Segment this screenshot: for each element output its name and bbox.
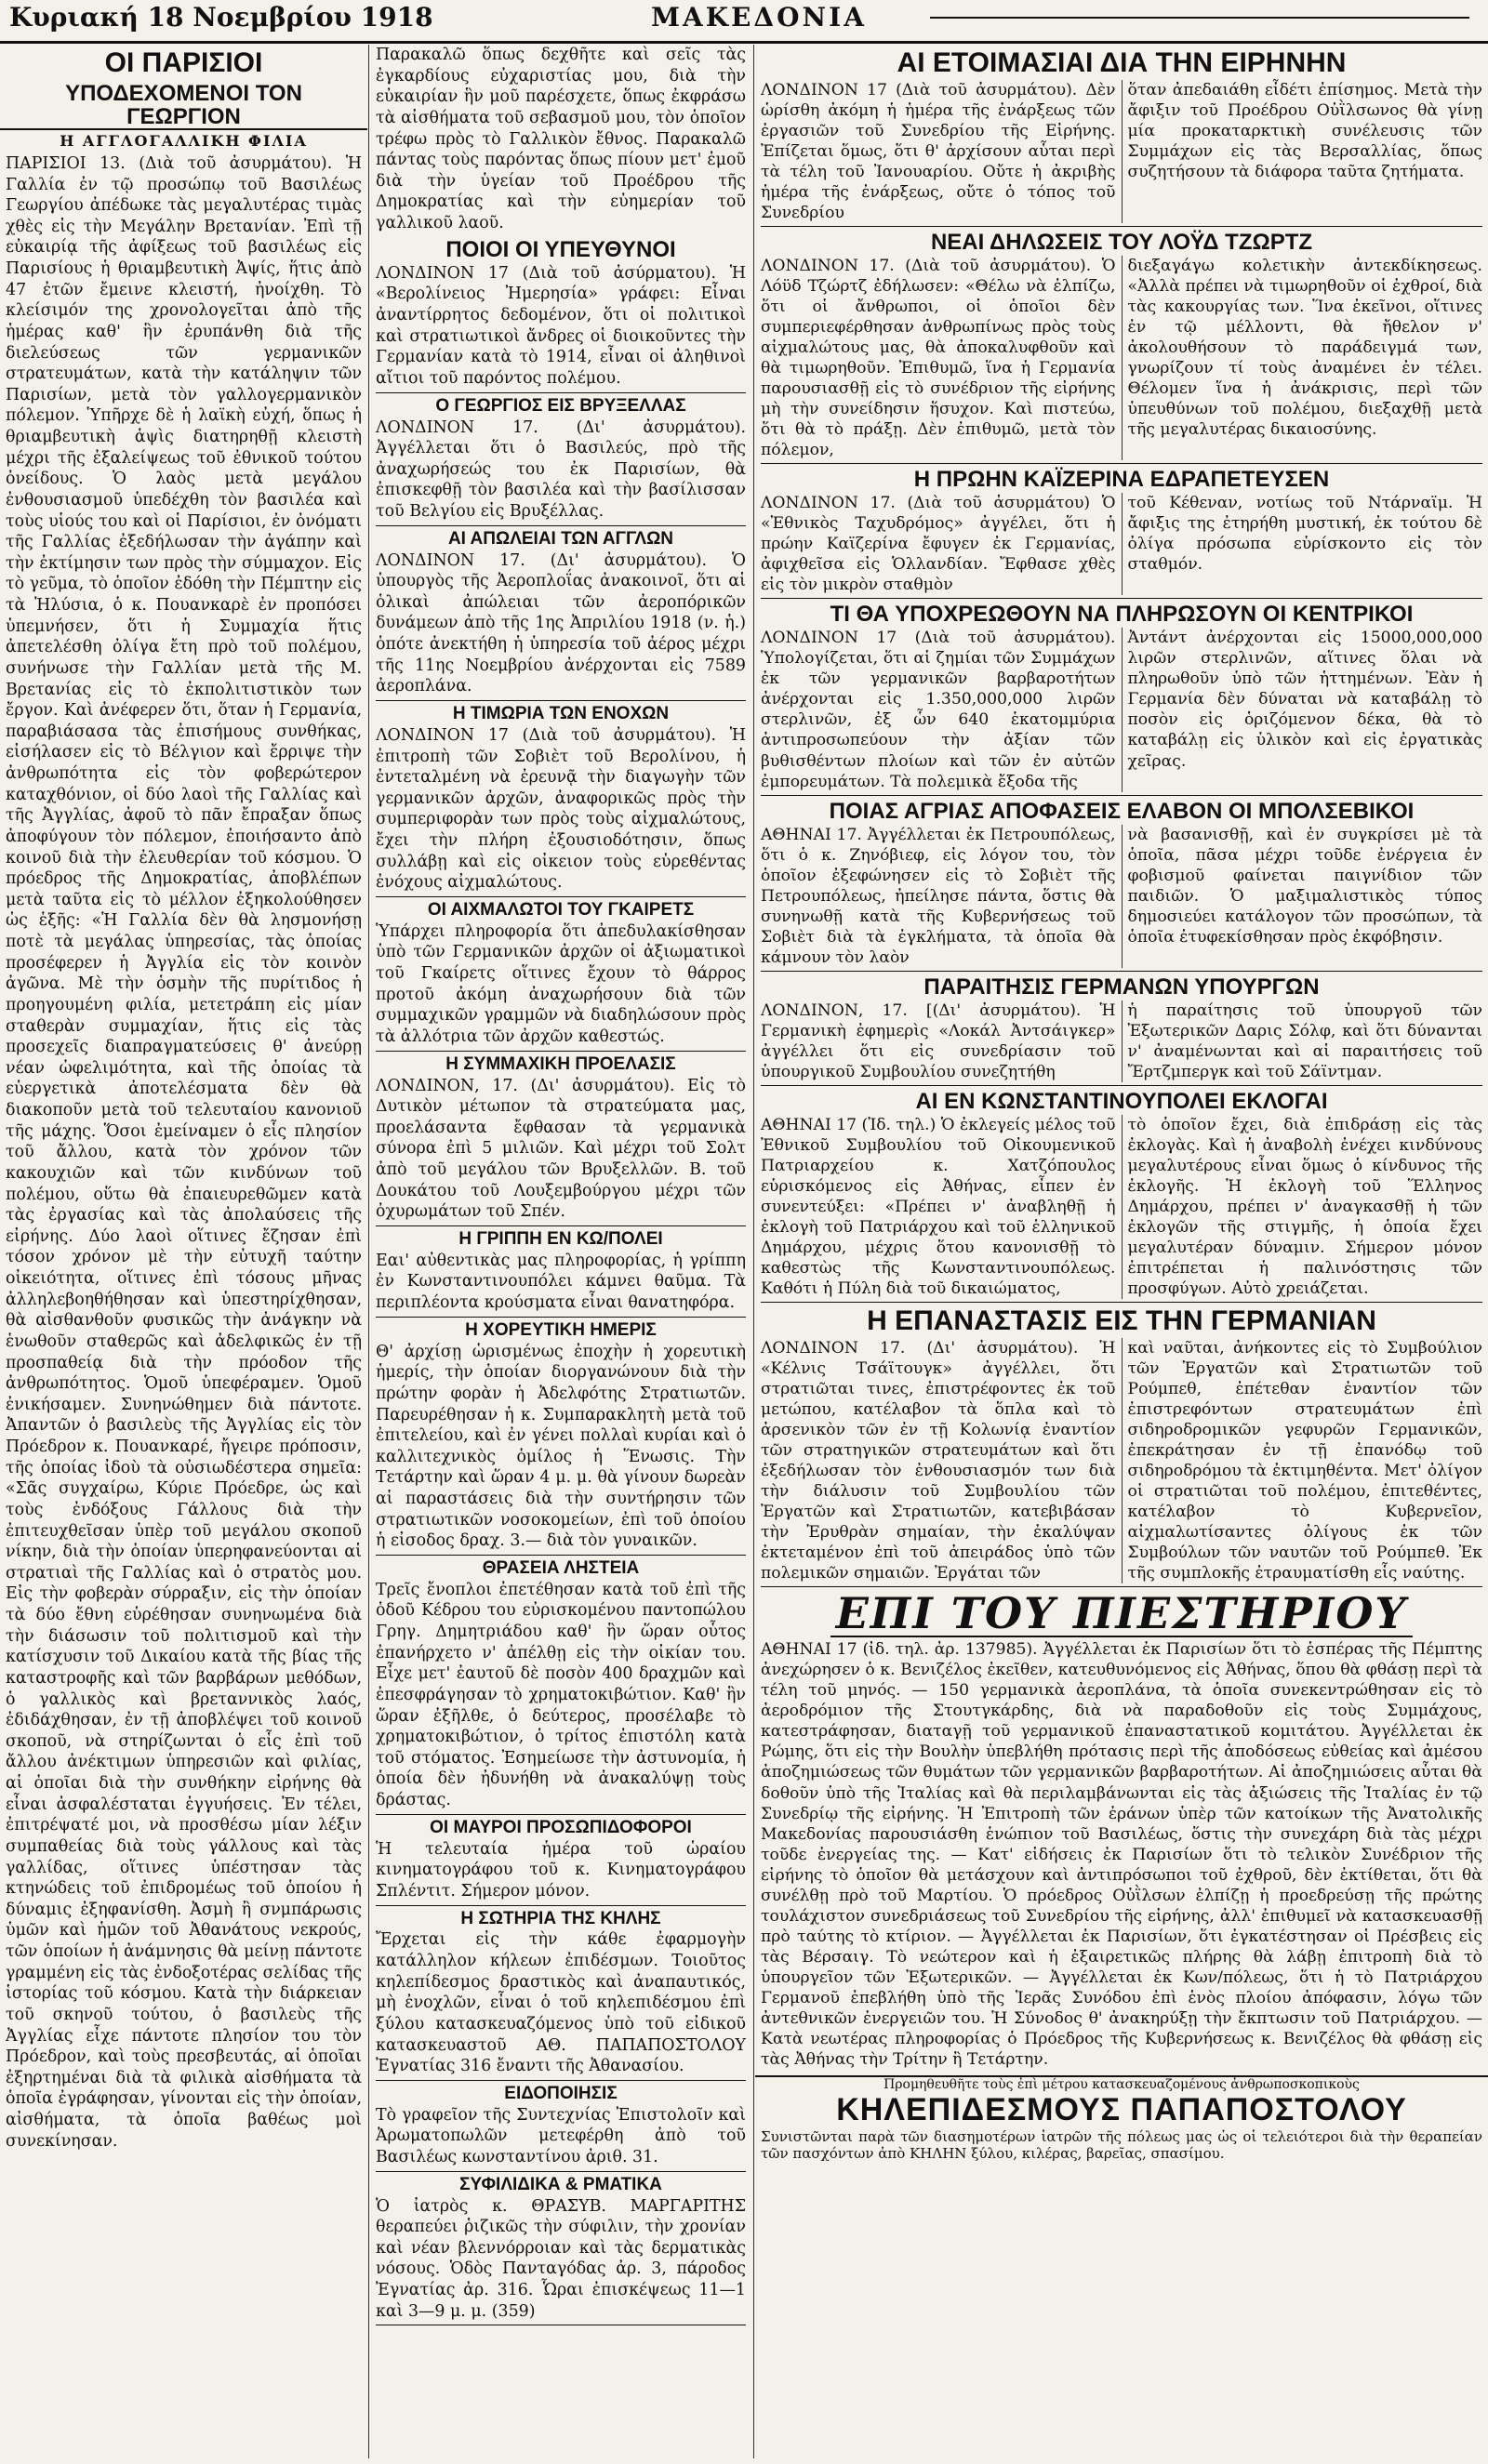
headline-elections: ΑΙ ΕΝ ΚΩΝΣΤΑΝΤΙΝΟΥΠΟΛΕΙ ΕΚΛΟΓΑΙ	[915, 1089, 1328, 1115]
article-body: καὶ ναῦται, ἀνήκοντες εἰς τὸ Συμβούλιον τῶν Ἐργατῶν καὶ Στρατιωτῶν τοῦ Ρούμπεθ, ἐπέτεθαν ἐναντίον τῶν ἐπιστρεφόντων στρατευμάτων ἐπὶ σιδηροδρομικῶν γεφυρῶν Γερμανικῶν, ἐπεκράτησαν ἐν τῇ ἐπανόδῳ τοῦ σιδηροδρόμου τὰ ἐκτιμηθέντα. Μετ' ὀλίγον οἱ στρατιῶται τοῦ πολέμου, ἐπιτεθέντες, κατέλαβον τὸ Κυβερνεῖον, αἰχμαλωτίσαντες ὀλίγους ἐκ τῶν Συμβούλων τῶν ναυτῶν τοῦ Ρούμπεθ. Ἐκ τῆς συμπλοκῆς ἐτραυματίσθη εἷς ναύτης.	[1127, 1338, 1482, 1583]
divider	[761, 1085, 1482, 1086]
article-central-powers	[755, 628, 1488, 791]
article-body: ΛΟΝΔΙΝΟΝ, 17. (Δι' ἀσυρμάτου). Εἰς τὸ Δυτικὸν μέτωπον τὰ στρατεύματα μας, προελάσαντα ἔφθασαν τὰ γερμανικὰ σύνορα ἐπὶ 5 μιλιῶν. Καὶ μέχρι τοῦ Σολτ ἀπὸ τοῦ μεγάλου τῶν Βρυξελλῶν. Β. τοῦ Δουκάτου τοῦ Λουξεμβούργου μέχρι τῶν ὀχυρωμάτων τοῦ Σπέν.	[376, 1076, 746, 1222]
article-body: Ἡ τελευταία ἡμέρα τοῦ ὡραίου κινηματογράφου τοῦ κ. Κινηματογράφου Σπλέντιτ. Σήμερον μόνον.	[376, 1839, 746, 1901]
column-3	[755, 45, 1488, 2458]
article-body: Εαι' αὐθεντικὰς μας πληροφορίας, ἡ γρίππη ἐν Κωνσταντινουπόλει κάμνει θαῦμα. Τὰ περιπλέοντα κρούσματα εἶναι θανατηφόρα.	[376, 1251, 746, 1313]
article-body: νὰ βασανισθῇ, καὶ ἐν συγκρίσει μὲ τὰ ὁποῖα, πᾶσα μέχρι τοῦδε ἐνέργεια ἐν φοβισμοῦ φαίνεται παιγνίδιον τῶν παιδιῶν. Ὁ μαξιμαλιστικὸς τύπος δημοσιεύει κατάλογον τῶν προσώπων, τὰ ὁποῖα ἐτυφεκίσθησαν πρὸς ἐκφόβησιν.	[1127, 825, 1482, 947]
article-body: ΑΘΗΝΑΙ 17 (Ἰδ. τηλ.) Ὁ ἐκλεγείς μέλος τοῦ Ἐθνικοῦ Συμβουλίου τοῦ Οἰκουμενικοῦ Πατριαρχείου κ. Χατζόπουλος εὑρισκόμενος εἰς Ἀθήνας, εἶπεν ἐν συνεντεύξει: «Πρέπει ν' ἀναβληθῇ ἡ ἐκλογὴ τοῦ Πατριάρχου καὶ τοῦ ἑλληνικοῦ Δημάρχου, μέχρις ὅτου κανονισθῇ τὸ καθεστὼς τῆς Κωνσταντινουπόλεως. Καθότι ἡ Πύλη διὰ τοῦ δικαιώματος,	[761, 1116, 1116, 1299]
divider	[761, 226, 1482, 227]
article-body: τοῦ Κέθεναν, νοτίως τοῦ Ντάρναϊμ. Ἡ ἄφιξις της ἐτηρήθη μυστική, ἐκ τούτου δὲ ὀλίγα πρόσωπα εὑρίσκοντο εἰς τὸν σταθμόν.	[1127, 494, 1482, 575]
divider	[376, 392, 746, 393]
article-headline: ΣΥΦΙΛΙΔΙΚΑ & ΡΜΑΤΙΚΑ	[459, 2174, 662, 2194]
divider	[376, 1317, 746, 1318]
article-headline: Η ΧΟΡΕΥΤΙΚΗ ΗΜΕΡΙΣ	[465, 1319, 657, 1340]
article-body: Τὸ γραφεῖον τῆς Συντεχνίας Ἐπιστολοῖν καὶ Ἀρωματοπωλῶν μετεφέρθη ἀπὸ τοῦ Βασιλέως κωνσταντίνου ἀριθ. 31.	[376, 2105, 746, 2166]
article-headline: ΕΙΔΟΠΟΙΗΣΙΣ	[504, 2083, 618, 2103]
article-body: ΛΟΝΔΙΝΟΝ 17. (Δι' ἀσυρμάτου). Ὁ ὑπουργὸς τῆς Ἀεροπλοΐας ἀνακοινοῖ, ὅτι αἱ ὁλικαὶ ἀπώλειαι τῶν ἀεροπόρικῶν δυνάμεων ἀπὸ τῆς 1ης Ἀπριλίου 1918 (ν. ἡ.) ὁπότε ἀνεκτήθη ἡ ὑπηρεσία τοῦ ἀέρος μέχρι τῆς 11ης Νοεμβρίου ἀνέρχονται εἰς 7589 ἀεροπλάνα.	[376, 550, 746, 696]
headline-parisians-sub: ΥΠΟΔΕΧΟΜΕΝΟΙ ΤΟΝ ΓΕΩΡΓΙΟΝ	[0, 82, 367, 130]
article-headline: ΘΡΑΣΕΙΑ ΛΗΣΤΕΙΑ	[482, 1557, 640, 1578]
article-headline: Η ΓΡΙΠΠΗ ΕΝ ΚΩ/ΠΟΛΕΙ	[458, 1228, 663, 1249]
divider	[761, 598, 1482, 599]
article-body: ΛΟΝΔΙΝΟΝ 17 (Διὰ τοῦ ἀσυρμάτου). Δὲν ὡρίσθη ἀκόμη ἡ ἡμέρα τῆς ἐνάρξεως τῶν ἐργασιῶν τοῦ Συνεδρίου τῆς Εἰρήνης. Ἐπίζεται ὅμως, ὅτι θ' ἀρχίσουν αὗται περὶ τὰ τέλη τοῦ Ἰανουαρίου. Οὔτε ἡ ἀκριβὴς ἡμέρα τῆς ἐνάρξεως, οὔτε ὁ τόπος τοῦ Συνεδρίου	[761, 80, 1116, 222]
divider	[376, 1905, 746, 1906]
article-peace-preparations	[755, 80, 1488, 223]
article-headline: Η ΣΩΤΗΡΙΑ ΤΗΣ ΚΗΛΗΣ	[460, 1908, 661, 1928]
headline-resignations: ΠΑΡΑΙΤΗΣΙΣ ΓΕΡΜΑΝΩΝ ΥΠΟΥΡΓΩΝ	[923, 974, 1320, 1000]
divider	[761, 795, 1482, 796]
divider	[376, 1225, 746, 1226]
divider	[376, 700, 746, 701]
article-headline: ΑΙ ΑΠΩΛΕΙΑΙ ΤΩΝ ΑΓΓΛΩΝ	[447, 528, 674, 549]
article-body: ἡ παραίτησις τοῦ ὑπουργοῦ τῶν Ἐξωτερικῶν Δαρις Σόλφ, καὶ ὅτι δύνανται ν' ἀναμένωνται καὶ αἱ παραιτήσεις τοῦ Ἔρτζμπεργκ καὶ τοῦ Σάϊντμαν.	[1127, 1001, 1482, 1082]
article-parisians-body: ΠΑΡΙΣΙΟΙ 13. (Διὰ τοῦ ἀσυρμάτου). Ἡ Γαλλία ἐν τῷ προσώπῳ τοῦ Βασιλέως Γεωργίου ἀπέδωκε τὰς μεγαλυτέρας τιμὰς χθὲς εἰς τὴν Μεγάλην Βρετανίαν. Ἐπὶ τῇ εὐκαιρίᾳ τῆς ἀφίξεως τοῦ βασιλέως εἰς Παρισίους ἡ θριαμβευτικὴ Ἀψίς, ἥτις ἀπὸ 47 ἐτῶν ἔμεινε κλειστή, ἠνοίχθη. Τὸ κλείσιμόν της χρονολογεῖται ἀπὸ τῆς ἡμέρας καθ' ἣν ἐρυπάνθη διὰ τῆς διελεύσεως τῶν γερμανικῶν στρατευμάτων, κατὰ τὴν κατάληψιν τῶν Παρισίων, μετὰ τὸν γαλλογερμανικὸν πόλεμον. Ὑπῆρχε δὲ ἡ λαϊκὴ εὐχή, ὅπως ἡ θριαμβευτικὴ ἁψὶς διατηρηθῇ κλειστὴ μέχρι τῆς ἐξαλείψεως τοῦ ἐθνικοῦ τούτου ὀνείδους. Ὁ λαὸς μετὰ μεγάλου ἐνθουσιασμοῦ ὑπεδέχθη τὸν βασιλέα καὶ τοὺς υἱούς του καὶ οἱ Παρίσιοι, ἐν ὀνόματι τῆς Γαλλίας ἐξεδήλωσαν τὴν ἀγάπην καὶ τὴν ἐκτίμησιν των πρὸς τὴν σύμμαχον. Εἰς τὸ γεῦμα, τὸ ὁποῖον ἐδόθη τὴν Πέμπτην εἰς τὰ Ἠλύσια, ὁ κ. Πουανκαρὲ ἐν προπόσει ὑπεμνήσεν, ὅτι ἡ Συμμαχία ἥτις ἀπετελέσθη ὀλίγα ἔτη πρὸ τοῦ πολέμου, συνήνωσε τὴν Γαλλίαν μετὰ τῆς Μ. Βρετανίας εἰς τὸ ἐκπολιτιστικὸν των ἔργον. Καὶ ἀνέφερεν ὅτι, ὅταν ἡ Γερμανία, παραβιάσασα τὰς ἐπισήμους συνθήκας, εἰσήλασεν εἰς τὸ Βέλγιον καὶ ἔρριψε τὴν ἀνθρωπότητα εἰς τὸν φοβερώτερον καταχθόνιον, οἱ δύο λαοὶ τῆς Γαλλίας καὶ τῆς Ἀγγλίας, ἀφοῦ τὸ πᾶν ἔπραξαν ὅπως ἀποφύγουν τὸν πόλεμον, ἐποιήσαντο ἀπὸ κοινοῦ διὰ τὴν ἐλευθερίαν τοῦ κόσμου. Ὁ πρόεδρος τῆς Δημοκρατίας, ἀποβλέπων μετὰ ταῦτα εἰς τὸ μέλλον ἐξηκολούθησεν ὡς ἑξῆς: «Ἡ Γαλλία δὲν θὰ λησμονήσῃ ποτὲ τὰ μεγάλας ὑπηρεσίας, τὰς ὁποίας προσέφερεν ἡ Ἀγγλία εἰς τὸν κοινὸν ἀγῶνα. Μὲ τὴν ὁσμὴν τῆς πυρίτιδος ἡ προηγουμένη φιλία, μετετράπη εἰς μίαν σταθερὰν συμμαχίαν, ἥτις εἰς τὰς προσεχεῖς διαπραγματεύσεις θ' ἀνεύρῃ νέαν ὠφελιμότητα, καὶ τῆς ὁποίας τὰ εὐεργετικὰ ἀποτελέσματα δὲν θὰ διακοποῦν μετὰ τοῦ τελευταίου κανονιοῦ τῆς μάχης. Ὅσοι ἐμείναμεν ὁ εἷς πλησίον τοῦ ἄλλου, κατὰ τὸν χρόνον τῶν κακουχιῶν καὶ τῶν κινδύνων τοῦ πολέμου, οὕτω θὰ ἐπαιευρεθῶμεν κατὰ τὰς ἐργασίας καὶ τὰς ἀπολαύσεις τῆς εἰρήνης. Δύο λαοὶ οἵτινες ἔζησαν ἐπὶ τόσον χρόνον μὲ τὴν εὐτυχῆ ταύτην οἰκειότητα, οἵτινες ἐπὶ τόσους μῆνας ἀλληλεβοηθήθησαν καὶ ὑπεστηρίχθησαν, θὰ αἰσθανθοῦν φυσικῶς τὴν ἀνάγκην νὰ ἑνωθοῦν σταθερῶς καὶ ἀδελφικῶς ἐν τῇ προσπαθείᾳ διὰ τὴν πρόοδον τῆς ἀνθρωπότητος. Ὁμοῦ ὑπεφέραμεν. Ὁμοῦ ἐνικήσαμεν. Συνηνώθημεν διὰ πάντοτε. Ἀπαντῶν ὁ βασιλεὺς τῆς Ἀγγλίας εἰς τὸν Πρόεδρον κ. Πουανκαρέ, ἤγειρε πρόποσιν, τῆς ὁποίας ἰδοὺ τὰ οὐσιωδέστερα σημεῖα: «Σᾶς συγχαίρω, Κύριε Πρόεδρε, ὡς καὶ τοὺς ἐνδόξους Γάλλους διὰ τὴν ἐπιτευχθεῖσαν ὑπὲρ τοῦ μεγάλου σκοποῦ νίκην, διὰ τὴν ὁποίαν ὑπερηφανεύονται αἱ στρατιαὶ τῆς Γαλλίας καὶ ὁ στρατὸς μου. Εἰς τὴν φοβερὰν σύρραξιν, εἰς τὴν ὁποίαν τὰ δύο ἔθνη εὑρέθησαν συνηνωμένα διὰ τὴν διάσωσιν τοῦ πολιτισμοῦ καὶ τὴν κατίσχυσιν τοῦ Δικαίου κατὰ τῆς βίας τῆς καταστροφῆς καὶ τῶν βαρβάρων μεθόδων, ὁ γαλλικὸς καὶ βρεταννικὸς λαός, ἐδιδάχθησαν, ἐν τῇ ἀποβλέψει τοῦ κοινοῦ σκοποῦ, νὰ στηρίζωνται ὁ εἷς ἐπὶ τοῦ ἄλλου ἀνέκτιμων ὑπηρεσιῶν καὶ φιλίας, αἱ ὁποῖαι διὰ τὴν συνθήκην εἰρήνης θὰ εἶναι ἀσφαλέσταται ἐγγυήσεις. Ἐν τέλει, ἐπιτρέψατέ μοι, νὰ προσθέσω μίαν λέξιν συμπαθείας διὰ τοὺς γάλλους καὶ τὰς γαλλίδας, οἵτινες ὑπέστησαν τὰς κτηνώδεις τοῦ ἐπιδρομέως τοῦ ὁποίου ἡ δύναμις ἐξηφανίσθη. Ἀσμὴ ἢ σνμπάρωσις ὑμῶν καὶ ἡμῶν τοῦ Ἀθανάτους νεκρούς, τῶν ὁποίων ἡ ἀνάμνησις θὰ μείνῃ πάντοτε γραμμένη εἰς τὰς ἐνδοξοτέρας σελίδας τῆς ἱστορίας τοῦ κόσμου. Κατὰ τὴν διάρκειαν τοῦ σκηνοῦ τούτου, ὁ βασιλεὺς τῆς Ἀγγλίας εἶχε πάντοτε πλησίον του τὸν Πρόεδρον, καὶ τοὺς πρεσβευτάς, αἱ ὁποῖαι ἐξηρτημέναι διὰ τὰ φιλικὰ αἰσθήματα τὰ ὁποῖα ἐγράφησαν, γίνονται εἰς τὴν ὁποίαν, αἰσθήματα, τὰ ὁποῖα βαθέως μοὶ συνεκίνησαν.	[6, 153, 362, 2151]
advertisement-hernia-belts	[755, 2075, 1488, 2162]
issue-date: Κυριακή 18 Νοεμβρίου 1918	[9, 2, 433, 33]
article-body: Ἔρχεται εἰς τὴν κάθε ἐφαρμογὴν κατάλληλον κήλεων ἐπιδέσμων. Τοιοῦτος κηλεπίδεσμος δραστικὸς καὶ ἀναπαυτικός, μὴ ἐνοχλῶν, εἶναι ὁ τοῦ κηλεπιδέσμου ἐπὶ ξύλου κατασκευαζόμενος ὑπὸ τοῦ εἰδικοῦ κατασκευαστοῦ ΑΘ. ΠΑΠΑΠΟΣΤΟΛΟΥ Ἐγνατίας 316 ἔναντι τῆς Ἀθανασίου.	[376, 1930, 746, 2076]
article-body: Ὑπάρχει πληροφορία ὅτι ἀπεδυλακίσθησαν ὑπὸ τῶν Γερμανικῶν ἀρχῶν οἱ ἀξιωματικοὶ τοῦ Γκαίρετς οἵτινες ἔχουν τὸ θάρρος προτοῦ ἀκόμη ἀναχωρήσουν διὰ τῶν συμμαχικῶν γραμμῶν νὰ διαδηλώσουν πρὸς τὰ ἀλλότρια τῶν ἀρχῶν καθεστώς.	[376, 921, 746, 1046]
divider	[761, 971, 1482, 972]
headline-kaiserin: Η ΠΡΩΗΝ ΚΑΪΖΕΡΙΝΑ ΕΔΡΑΠΕΤΕΥΣΕΝ	[913, 466, 1330, 492]
divider	[376, 896, 746, 897]
article-bolsheviks	[755, 825, 1488, 968]
column-2	[370, 45, 751, 2458]
article-on-press-body: ΑΘΗΝΑΙ 17 (ἰδ. τηλ. ἀρ. 137985). Ἀγγέλλεται ἐκ Παρισίων ὅτι τὸ ἑσπέρας τῆς Πέμπτης ἀνεχώρησεν ὁ κ. Βενιζέλος ἐκεῖθεν, κατευθυνόμενος εἰς Ἀθήνας, ὅπου θὰ φθάσῃ περὶ τὰ τέλη τοῦ μηνός. — 150 γερμανικὰ ἀεροπλάνα, τὰ ὁποῖα συνεκεντρώθησαν εἰς τὸ ἀεροδρόμιον τῆς Στουτγκάρδης, διὰ νὰ παραδοθοῦν εἰς τοὺς Συμμάχους, κατεστράφησαν, διαταγῇ τοῦ γερμανικοῦ ἐπαναστατικοῦ κομιτάτου. Ἀγγέλλεται ἐκ Ρώμης, ὅτι εἰς τὴν Βουλὴν ὑπεβλήθη πρότασις περὶ τῆς ἀποδόσεως εὐθείας καὶ ἀμέσου ἀποζημιώσεως τῶν θυμάτων τῶν γερμανικῶν βαρβαροτήτων. Αἱ ἀποζημιώσεις αὗται θὰ δοθοῦν ὑπὸ τῆς Ἰταλίας καὶ θὰ περιλαμβάνωνται εἰς τὰς ἀξιώσεις τῆς Ἰταλίας ἐν τῷ Συνεδρίῳ τῆς εἰρήνης. Ἡ Ἐπιτροπὴ τῶν ἐράνων ὑπὲρ τῶν κατοίκων τῆς Ἀνατολικῆς Μακεδονίας παρουσιάσθη ἑνώπιον τοῦ Βασιλέως, ὅστις τὴν συνεχάρη διὰ τὰς μέχρι τοῦδε ἐνεργείας της. — Κατ' εἰδήσεις ἐκ Παρισίων ὅτι τὸ τελικὸν Συνέδριον τῆς εἰρήνης τὸ ὁποῖον θὰ μετάσχουν καὶ ἀντιπρόσωποι τοῦ ἐχθροῦ, δὲν ἐκτίθεται, ὅτι θὰ συνέλθῃ πρὸ τοῦ Μαρτίου. Ὁ πρόεδρος Οὐῒλσων ἐλπίζῃ ἡ προεδρεύσῃ τῆς πρώτης τουλάχιστον συνεδριάσεως τοῦ Συνεδρίου τῆς εἰρήνης, ἀλλ' ἐπιθυμεῖ νὰ κατασκευασθῇ πρὸ ταύτης τὸ κτίριον. — Ἀγγέλλεται ἐκ Παρισίων, ὅτι ἐγκατέστησαν οἱ Πρέσβεις εἰς τὰς Βέρσαιγ. Τὸ νεώτερον καὶ ἡ ἐξαιρετικῶς πλήρης θὰ λάβῃ ἐπιτροπὴ διὰ τὸ ὑπουργεῖον τῶν Ἐξωτερικῶν. — Ἀγγέλλεται ἐκ Κων/πόλεως, ὅτι ἡ τὸ Πατριάρχου Γερμανοῦ ἐπεβλήθη ὑπὸ τῆς Ἱερᾶς Συνόδου ἐπὶ ἑνὸς πλοίου ἀπόφασιν, λόγω τῶν ἀντεθνικῶν ἐνεργειῶν του. Ἡ Σύνοδος θ' ἀνακηρύξῃ τὴν ἔκπτωσιν τοῦ Πατριάρχου. — Κατὰ νεωτέρας πληροφορίας ὁ Πρόεδρος τῆς Κυβερνήσεως κ. Βενιζέλος θὰ φθάσῃ εἰς τὰς Ἀθήνας τὴν Τρίτην ἢ Τετάρτην.	[761, 1640, 1482, 2069]
masthead	[0, 0, 1488, 44]
masthead-rule	[930, 17, 1469, 19]
article-body: ὅταν ἀπεδαιάθη εἶδέτι ἐπίσημος. Μετὰ τὴν ἄφιξιν τοῦ Προέδρου Οὐῒλσωνος θὰ γίνῃ μία προκαταρκτικὴ συνέλευσις τῶν Συμμάχων εἰς τὰς Βερσαλλίας, ὅπως συζητήσουν τὰ διάφορα ταῦτα ζητήματα.	[1127, 80, 1482, 181]
article-headline: ΟΙ ΑΙΧΜΑΛΩΤΟΙ ΤΟΥ ΓΚΑΙΡΕΤΣ	[427, 899, 695, 920]
article-body: ΛΟΝΔΙΝΟΝ 17. (Διὰ τοῦ ἀσυρμάτου). Ὁ Λόϋδ Τζώρτζ ἐδήλωσεν: «Θέλω νὰ ἐλπίζω, ὅτι οἱ ἄνθρωποι, οἱ ὁποῖοι δὲν συμπεριεφέρθησαν ἀνθρωπίνως πρὸς τοὺς αἰχμαλώτους μας, θὰ ἀποκαλυφθοῦν καὶ θὰ τιμωρηθοῦν. Ἐπιθυμῶ, ἵνα ἡ Γερμανία παρουσιασθῇ εἰς τὸ συνέδριον τῆς εἰρήνης μὴ τὴν συνείδησιν ἥσυχον. Καὶ πιστεύω, ὅτι θὰ τὸ πράξῃ. Δὲν ἐπιθυμῶ, μετὰ τὸν πόλεμον,	[761, 256, 1116, 459]
article-body: ΛΟΝΔΙΝΟΝ 17 (Διὰ τοῦ ἀσυρμάτου). Ὑπολογίζεται, ὅτι αἱ ζημίαι τῶν Συμμάχων ἐκ τῶν γερμανικῶν βαρβαροτήτων ἀνέρχονται εἰς 1.350,000,000 λιρῶν στερλινῶν, ἐξ ὧν 640 ἑκατομμύρια ἀντιπροσωπεύουν τὴν ἀξίαν τῶν βυθισθέντων πλοίων καὶ τῶν ἐν αὐτῶν ἐμπορευμάτων. Τὰ πολεμικὰ ἔξοδα τῆς	[761, 629, 1116, 791]
article-body: ΛΟΝΔΙΝΟΝ 17. (Δι' ἀσυρμάτου). Ἀγγέλλεται ὅτι ὁ Βασιλεύς, πρὸ τῆς ἀναχωρήσεώς του ἐκ Παρισίων, θὰ ἐπισκεφθῇ τὸν βασιλέα καὶ τὴν βασίλισσαν τοῦ Βελγίου εἰς Βρυξέλλας.	[376, 417, 746, 521]
divider	[761, 1302, 1482, 1303]
article-headline: Ο ΓΕΩΡΓΙΟΣ ΕΙΣ ΒΡΥΞΕΛΛΑΣ	[435, 395, 686, 416]
divider	[761, 1586, 1482, 1587]
newspaper-name: ΜΑΚΕΔΟΝΙΑ	[651, 2, 867, 33]
divider	[376, 2080, 746, 2081]
article-body: ΛΟΝΔΙΝΟΝ 17. (Διὰ τοῦ ἀσυρμάτου) Ὁ «Ἐθνικὸς Ταχυδρόμος» ἀγγέλει, ὅτι ἡ πρώην Καϊζερίνα ἔφυγεν ἐκ Γερμανίας, ἀφιχθεῖσα εἰς Ὁλλανδίαν. Ἔφθασε χθὲς εἰς τὸν μικρὸν σταθμὸν	[761, 494, 1116, 595]
headline-parisians: ΟΙ ΠΑΡΙΣΙΟΙ	[104, 47, 263, 78]
article-body: Ἀντάντ ἀνέρχονται εἰς 15000,000,000 λιρῶν στερλινῶν, αἵτινες ὅλαι νὰ πληρωθοῦν ὑπὸ τῶν ἡττημένων. Ἐὰν ἡ Γερμανία δὲν δύναται νὰ καταβάλῃ τὸ ποσὸν εἰς ὁριζόμενον δέκα, θὰ τὸ καταβάλῃ εἰς ὑλικὸν καὶ εἰς ἐργατικὰς χεῖρας.	[1127, 629, 1482, 771]
article-headline: Η ΣΥΜΜΑΧΙΚΗ ΠΡΟΕΛΑΣΙΣ	[445, 1053, 676, 1074]
ad-intro: Προμηθευθῆτε τοὺς ἐπὶ μέτρου κατασκευαζομένους ἀνθρωποσκοπικοὺς	[884, 2076, 1360, 2092]
article-body: ΑΘΗΝΑΙ 17. Ἀγγέλλεται ἐκ Πετρουπόλεως, ὅτι ὁ κ. Ζηνόβιεφ, εἰς λόγον του, τὸν ὁποῖον ἐξεφώνησεν εἰς τὸ Σοβιὲτ τῆς Πετρουπόλεως, ἠπείλησε πάντα, ὅστις θὰ συνηνωθῇ κατὰ τῆς Κυβερνήσεως τοῦ Σοβιὲτ διὰ τὰ ἐγκλήματα, τὰ ὁποῖα θὰ κάμνουν τὸν λαὸν	[761, 825, 1116, 967]
article-resignations	[755, 1000, 1488, 1082]
divider	[376, 1051, 746, 1052]
divider	[761, 463, 1482, 464]
article-revolution	[755, 1338, 1488, 1583]
article-body: Ὁ ἰατρὸς κ. ΘΡΑΣΥΒ. ΜΑΡΓΑΡΙΤΗΣ θεραπεύει ῥιζικῶς τὴν σύφιλιν, τὴν χρονίαν καὶ νέαν βλεννόρροιαν καὶ τὰς δερματικὰς νόσους. Ὁδὸς Πανταγόδας ἀρ. 3, πάροδος Ἐγνατίας ἀρ. 316. Ὧραι ἐπισκέψεως 11—1 καὶ 3—9 μ. μ. (359)	[376, 2196, 746, 2321]
article-elections	[755, 1115, 1488, 1299]
article-continuation-body: Παρακαλῶ ὅπως δεχθῆτε καὶ σεῖς τὰς ἐγκαρδίους εὐχαριστίας μου, διὰ τὴν εὐκαιρίαν ἣν μοῦ παρέσχετε, ὅπως ἐκφράσω τὰ αἰσθήματα τοῦ σεβασμοῦ μου, τὸν ὁποῖον τρέφω πρὸς τὸ Γαλλικὸν ἔθνος. Παρακαλῶ πάντας τοὺς παρόντας ὅπως πίουν μετ' ἐμοῦ διὰ τὴν ὑγείαν τοῦ Προέδρου τῆς Δημοκρατίας καὶ τὴν εὐημερίαν τοῦ γαλλικοῦ λαοῦ.	[376, 46, 746, 232]
subheadline-friendship: Η ΑΓΓΛΟΓΑΛΛΙΚΗ ΦΙΛΙΑ	[60, 131, 308, 150]
article-kaiserin	[755, 493, 1488, 595]
column-divider	[368, 45, 369, 2458]
article-body: τὸ ὁποῖον ἔχει, διὰ ἐπιδράσῃ εἰς τὰς ἐκλογὰς. Καὶ ἡ ἀναβολὴ ἐνέχει κινδύνους μεγαλυτέρους εἶναι ὅμως ὁ κίνδυνος τῆς ἐκλογῆς. Ἡ ἐκλογὴ τοῦ Ἕλληνος Δημάρχου, πρέπει ν' ἀναγκασθῇ ἡ τῶν ἐκλογῶν τῆς στιγμῆς, ἡ ὁποία ἔχει μεγαλυτέραν δύναμιν. Σήμερον μόνον ἐπιτρέπεται ἡ παλινόστησις τῶν προσφύγων. Αὐτὸ χρειάζεται.	[1127, 1116, 1482, 1299]
divider	[376, 1814, 746, 1815]
article-body: ΛΟΝΔΙΝΟΝ 17 (Διὰ τοῦ ἀσυρμάτου). Ἡ ἐπιτροπὴ τῶν Σοβιὲτ τοῦ Βερολίνου, ἡ ἐντεταλμένη νὰ ἐρευνᾷ τὴν διαγωγὴν τῶν γερμανικῶν ἀρχῶν, ἀναφορικῶς πρὸς τὴν συμπεριφορὰν των πρὸς τοὺς αἰχμαλώτους, ἔχει τὴν πλήρη ἐξουσιοδότησιν, ὅπως συλλάβῃ καὶ εἰς οἰκειον τοὺς εὑρεθέντας ἐνόχους αἰχμαλώτους.	[376, 725, 746, 893]
column-divider	[753, 45, 754, 2458]
column-1	[0, 45, 367, 2458]
headline-central-powers: ΤΙ ΘΑ ΥΠΟΧΡΕΩΘΟΥΝ ΝΑ ΠΛΗΡΩΣΟΥΝ ΟΙ ΚΕΝΤΡΙΚΟΙ	[830, 602, 1414, 628]
ad-name: ΚΗΛΕΠΙΔΕΣΜΟΥΣ ΠΑΠΑΠΟΣΤΟΛΟΥ	[836, 2091, 1407, 2127]
headline-bolsheviks: ΠΟΙΑΣ ΑΓΡΙΑΣ ΑΠΟΦΑΣΕΙΣ ΕΛΑΒΟΝ ΟΙ ΜΠΟΛΣΕΒΙΚΟΙ	[829, 798, 1415, 824]
article-headline: ΠΟΙΟΙ ΟΙ ΥΠΕΥΘΥΝΟΙ	[445, 236, 676, 262]
divider	[376, 525, 746, 526]
headline-revolution: Η ΕΠΑΝΑΣΤΑΣΙΣ ΕΙΣ ΤΗΝ ΓΕΡΜΑΝΙΑΝ	[867, 1305, 1376, 1337]
article-headline: Η ΤΙΜΩΡΙΑ ΤΩΝ ΕΝΟΧΩΝ	[452, 703, 670, 723]
headline-lloyd-george: ΝΕΑΙ ΔΗΛΩΣΕΙΣ ΤΟΥ ΛΟΫΔ ΤΖΩΡΤΖ	[930, 229, 1313, 255]
article-body: ΛΟΝΔΙΝΟΝ, 17. [(Δι' ἀσυρμάτου). Ἡ Γερμανικὴ ἐφημερὶς «Λοκάλ Ἀντσάιγκερ» ἀγγέλλει ὅτι εἰς συνεδρίασιν τοῦ ὑπουργικοῦ Συμβουλίου συνεζητήθη	[761, 1001, 1116, 1082]
headline-on-press: ΕΠΙ ΤΟΥ ΠΙΕΣΤΗΡΙΟΥ	[755, 1591, 1488, 1637]
divider	[376, 2171, 746, 2172]
article-body: Θ' ἀρχίσῃ ὡρισμένως ἐποχὴν ἡ χορευτικὴ ἡμερίς, τὴν ὁποίαν διοργανώνουν διὰ τὴν πρώτην φορὰν ἡ Ἀδελφότης Στρατιωτῶν. Παρευρέθησαν ἡ κ. Συμπαρακλητὴ μετὰ τοῦ ἐπιτελείου, καὶ ἐν γένει πολλαὶ κυρίαι καὶ ὁ καλλιτεχνικὸς ὁμίλος ἡ Ἕνωσις. Τὴν Τετάρτην καὶ ὥραν 4 μ. μ. θὰ γίνουν δωρεὰν αἱ παραστάσεις διὰ τὴν συντήρησιν τῶν στρατιωτικῶν νοσοκομείων, ἐπὶ τοῦ ὁποίου ἡ εἰσοδος δραχ. 3.— διὰ τὸν γυναικῶν.	[376, 1342, 746, 1551]
article-body: ΛΟΝΔΙΝΟΝ 17. (Δι' ἀσυρμάτου). Ἡ «Κέλνις Τσάϊτουγκ» ἀγγέλλει, ὅτι στρατιῶται τινες, ἐπιστρέφοντες ἐκ τοῦ μετώπου, κατέλαβον τὰ ὅπλα καὶ τὸ ἀρσενικὸν τῶν ἐν τῇ Κολωνίᾳ ἐναντίον τῶν στρατηγικῶν στρατευμάτων καὶ ὅτι ἐξεδήλωσαν τὸν ἐνθουσιασμόν των διὰ τὴν διάλυσιν τοῦ Συμβουλίου τῶν Ἐργατῶν καὶ Στρατιωτῶν, κατεβιβάσαν τὴν Ἐρυθρὰν σημαίαν, τὴν ἐκαλύψαν ἐκτεταμένον ἐπὶ τοῦ ἀπειράδος ὑπὸ τῶν πολεμικῶν σημαιῶν. Ἐργάται τῶν	[761, 1338, 1116, 1583]
article-body: Τρεῖς ἔνοπλοι ἐπετέθησαν κατὰ τοῦ ἐπὶ τῆς ὁδοῦ Κέδρου του εὐρισκομένου παντοπώλου Γρηγ. Δημητριάδου καθ' ἣν ὥραν οὗτος ἐπανήρχετο ν' ἀπέλθῃ εἰς τὴν οἰκίαν του. Εἶχε μετ' ἐαυτοῦ δὲ ποσὸν 400 δραχμῶν καὶ ἐπεσφράγησαν τὸ χρηματοκιβώτιον. Καθ' ἣν ὥραν ἐξῆλθε, ὁ δεύτερος, προσέλαβε τὸ χρηματοκιβώτιον, ὁ τρίτος ἐπιστόλη κατὰ τοῦ στόματος. Ἐσημείωσε τὴν ἀστυνομία, ἡ ὁποία δὲν ἠδυνήθη νὰ ἀνακαλύψῃ τοὺς δράστας.	[376, 1580, 746, 1810]
divider	[376, 1555, 746, 1556]
column-2-articles	[370, 238, 751, 2326]
article-body: διεξαγάγω κολετικὴν ἀντεκδίκησεως. «Ἀλλὰ πρέπει νὰ τιμωρηθοῦν οἱ ἐχθροί, διὰ τὰς κακουργίας των. Ἵνα ἐκεῖνοι, οἵτινες ἐν τῷ μέλλοντι, θὰ ἤθελον ν' ἀκολουθήσουν τὸ παράδειγμά των, γνωρίζουν τί τοὺς ἀναμένει ἐν τέλει. Θέλομεν ἵνα ἡ ἀνάκρισις, περὶ τῶν ὑπευθύνων τοῦ πολέμου, διεξαχθῇ μετὰ τῆς μεγαλυτέρας δικαιοσύνης.	[1127, 256, 1482, 439]
article-headline: ΟΙ ΜΑΥΡΟΙ ΠΡΟΣΩΠΙΔΟΦΟΡΟΙ	[430, 1817, 692, 1837]
ad-text: Συνιστῶνται παρὰ τῶν διασημοτέρων ἰατρῶν τῆς πόλεως μας ὡς οἱ τελειότεροι διὰ τὴν θεραπείαν τῶν πασχόντων ἀπὸ ΚΗΛΗΝ ξύλου, κιλέρας, βαρεῖας, σπασίμου.	[761, 2127, 1482, 2162]
headline-peace-preparations: ΑΙ ΕΤΟΙΜΑΣΙΑΙ ΔΙΑ ΤΗΝ ΕΙΡΗΝΗΝ	[897, 47, 1347, 78]
article-body: ΛΟΝΔΙΝΟΝ 17 (Διὰ τοῦ ἀσύρματου). Ἡ «Βερολίνειος Ἠμερησία» γράφει: Εἶναι ἀναντίρρητος δεδομένον, ὅτι οἱ πολιτικοὶ καὶ στρατιωτικοὶ ἄνδρες οἱ διοικοῦντες τὴν Γερμανίαν κατὰ τὸ 1914, εἶναι οἱ ἀληθινοὶ αἴτιοι τοῦ παρόντος πολέμου.	[376, 263, 746, 388]
article-lloyd-george	[755, 256, 1488, 460]
